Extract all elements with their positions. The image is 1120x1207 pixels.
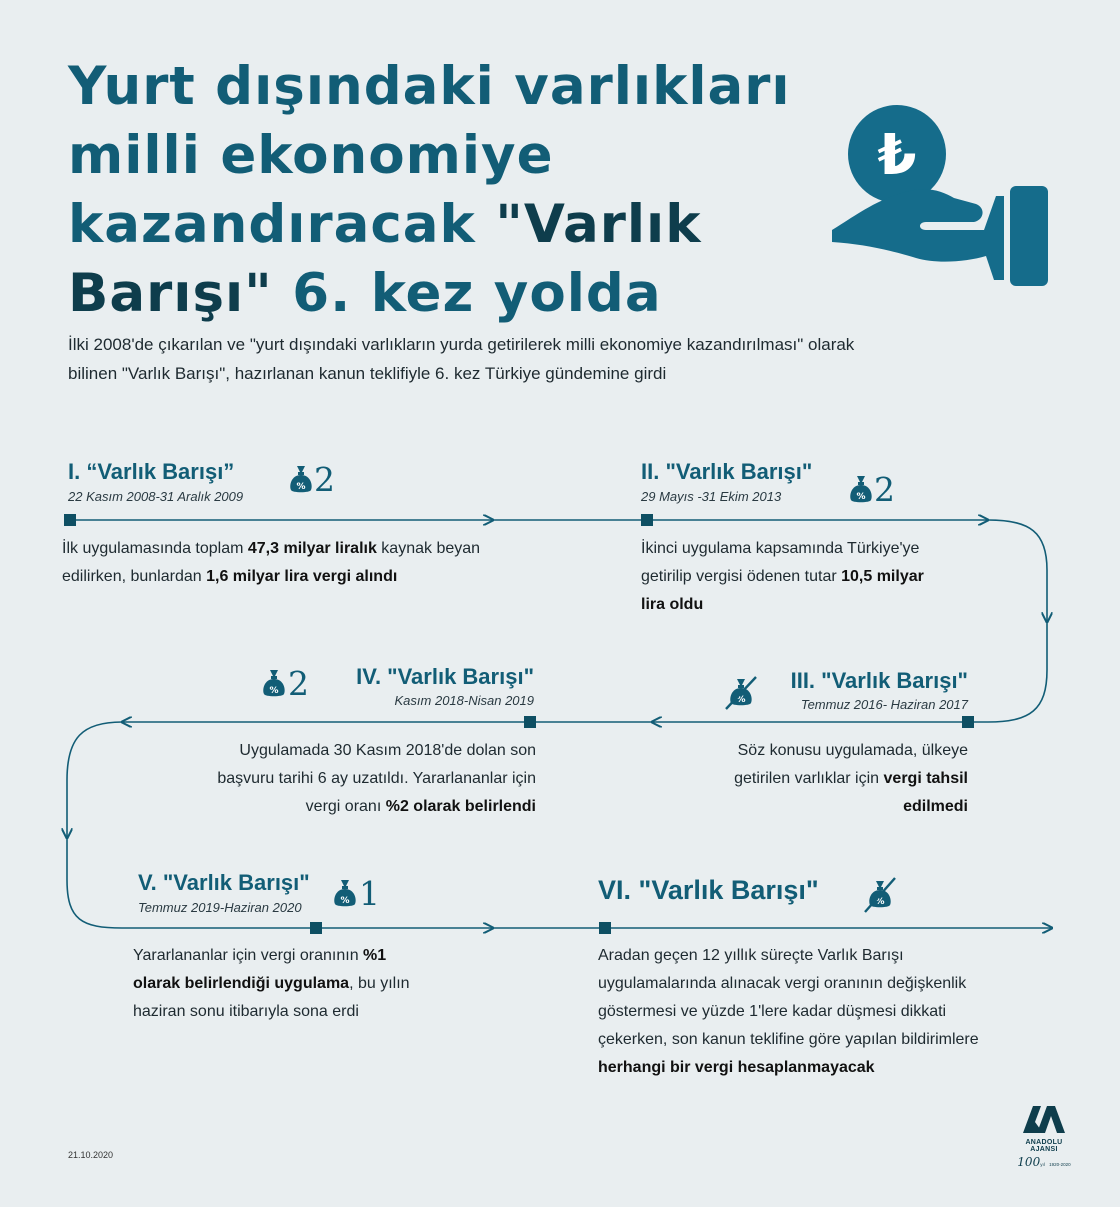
- aa-logo-icon: [1021, 1104, 1067, 1134]
- money-bag-icon: [849, 474, 873, 504]
- intro-paragraph: İlki 2008'de çıkarılan ve "yurt dışındaki varlıkların yurda getirilerek milli ekonomiye kazandırılması" olarak bilinen "Varlık Barışı", hazırlanan kanun teklifiyle 6. kez Türkiye gündemine girdi: [68, 335, 855, 383]
- phase-2-title: II. "Varlık Barışı": [641, 459, 813, 484]
- phase-1-marker: [64, 514, 76, 526]
- phase-5-date: Temmuz 2019-Haziran 2020: [138, 900, 302, 915]
- phase-2-marker: [641, 514, 653, 526]
- phase-4-marker: [524, 716, 536, 728]
- phase-3-date: Temmuz 2016- Haziran 2017: [800, 697, 968, 712]
- logo-name: ANADOLU AJANSI: [1025, 1139, 1063, 1153]
- timeline-curve-left: [67, 722, 122, 838]
- phase-5-rate: 1: [359, 874, 380, 913]
- anadolu-ajansi-logo: [1012, 1104, 1076, 1171]
- title-line-1: Yurt dışındaki varlıkları: [68, 56, 791, 117]
- phase-6-title: VI. "Varlık Barışı": [598, 875, 819, 905]
- phase-4-title: IV. "Varlık Barışı": [356, 664, 534, 689]
- phase-5-body: Yararlananlar için vergi oranının %1 olarak belirlendiği uygulama, bu yılın haziran sonu itibarıyla sona erdi: [133, 947, 410, 1020]
- logo-anniversary: 100yıl 1920-2020: [1017, 1155, 1071, 1169]
- no-tax-bag-icon: [724, 673, 758, 711]
- money-bag-icon: [289, 464, 313, 494]
- phase-3-title: III. "Varlık Barışı": [790, 668, 968, 693]
- money-bag-icon: [333, 878, 357, 908]
- phase-2-date: 29 Mayıs -31 Ekim 2013: [641, 489, 782, 504]
- title-line-3: kazandıracak: [68, 194, 496, 255]
- phase-4-rate: 2: [288, 664, 309, 703]
- phase-3-marker: [962, 716, 974, 728]
- phase-6-marker: [599, 922, 611, 934]
- timeline-curve-right-top: [988, 520, 1047, 622]
- title-line-4: 6. kez yolda: [272, 263, 662, 324]
- title-line-2: milli ekonomiye: [68, 125, 554, 186]
- phase-2-rate: 2: [874, 470, 895, 509]
- phase-2-body: İkinci uygulama kapsamında Türkiye'ye getirilip vergisi ödenen tutar 10,5 milyar lira oldu: [641, 540, 924, 613]
- phase-1-date: 22 Kasım 2008-31 Aralık 2009: [68, 489, 244, 504]
- phase-1-rate: 2: [314, 460, 335, 499]
- phase-6-body: Aradan geçen 12 yıllık süreçte Varlık Barışı uygulamalarında alınacak vergi oranının değişkenlik göstermesi ve yüzde 1'lere kadar düşmesi dikkati çekerken, son kanun teklifine göre yapılan bildirimlere herhangi bir vergi hesaplanmayacak: [598, 947, 979, 1076]
- lira-symbol: ₺: [877, 123, 917, 188]
- phase-1-body: İlk uygulamasında toplam 47,3 milyar liralık kaynak beyan edilirken, bunlardan 1,6 milyar lira vergi alındı: [62, 540, 481, 585]
- phase-1-title: I. “Varlık Barışı”: [68, 459, 235, 484]
- phase-4-date: Kasım 2018-Nisan 2019: [394, 693, 534, 708]
- title-line-4-strong: Barışı": [68, 263, 273, 324]
- no-tax-bag-icon: [863, 874, 897, 914]
- publish-date: 21.10.2020: [68, 1150, 114, 1160]
- phase-3-body: Söz konusu uygulamada, ülkeye getirilen varlıklar için vergi tahsil edilmedi: [734, 742, 968, 815]
- phase-5-title: V. "Varlık Barışı": [138, 870, 310, 895]
- money-bag-icon: [262, 668, 286, 698]
- title-line-3-strong: "Varlık: [495, 194, 702, 255]
- phase-5-marker: [310, 922, 322, 934]
- phase-4-body: Uygulamada 30 Kasım 2018'de dolan son başvuru tarihi 6 ay uzatıldı. Yararlananlar için vergi oranı %2 olarak belirlendi: [217, 742, 536, 815]
